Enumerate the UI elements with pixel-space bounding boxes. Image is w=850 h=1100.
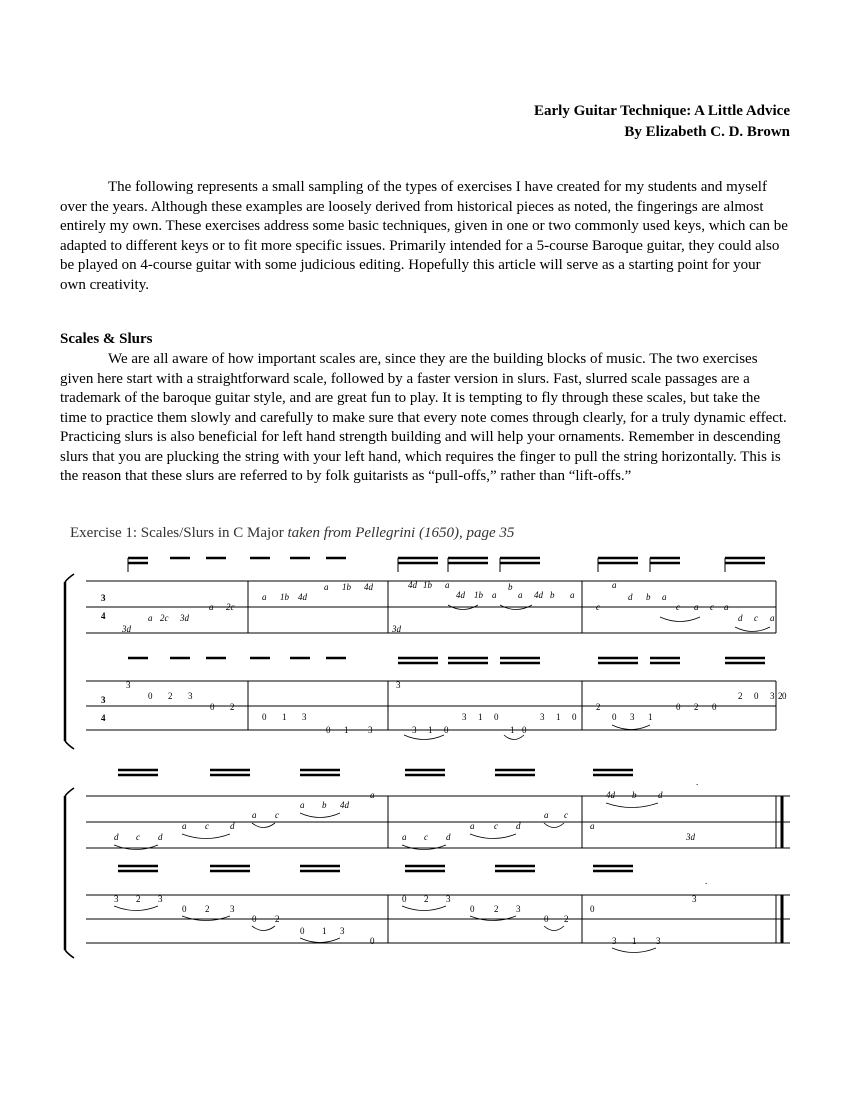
slur	[114, 845, 158, 850]
system-1-brace-bottom	[65, 741, 74, 749]
slur	[402, 845, 446, 850]
slur	[252, 926, 275, 931]
lute-letter: c	[676, 602, 680, 612]
lute-letter: 4d	[534, 590, 543, 600]
lute-letter: b	[550, 590, 555, 600]
slur	[114, 906, 158, 911]
caption-source: taken from Pellegrini (1650), page 35	[287, 525, 515, 541]
lute-letter: a	[300, 800, 305, 810]
lute-letter: 4d	[456, 590, 465, 600]
lute-letter: 2c	[160, 613, 169, 623]
intro-text: The following represents a small sampling of the types of exercises I have created for my students and myself over the years. Although these examples are loosely derived from historical pieces as noted, the fingerings are almost entirely my own. These exercises address some basic techniques, given in one or two commonly used keys, which can be adapted to different keys or to fit more specific issues. Primarily intended for a 5-course Baroque guitar, they could also be played on 4-course guitar with some judicious editing. Hopefully this article will serve as a starting point for your own creativity.	[60, 179, 788, 293]
tab-fret-number: 2	[738, 691, 743, 701]
lute-letter: 3d	[392, 624, 401, 634]
lute-letter: 3d	[686, 832, 695, 842]
tab-fret-number: 3	[114, 894, 119, 904]
slur	[252, 823, 275, 828]
tab-fret-number: 0	[444, 725, 449, 735]
tab-fret-number: 1	[478, 712, 483, 722]
tab-fret-number: 3	[770, 691, 775, 701]
tab-fret-number: 3	[462, 712, 467, 722]
lute-letter: 1b	[342, 582, 351, 592]
tab-fret-number: 0	[370, 936, 375, 946]
tab-fret-number: 1	[648, 712, 653, 722]
slur	[182, 834, 230, 839]
tab-fret-number: 1	[428, 725, 433, 735]
tab-fret-number: 0	[494, 712, 499, 722]
slur	[606, 803, 658, 808]
slur	[612, 948, 656, 953]
lute-letter: c	[754, 613, 758, 623]
slur	[470, 916, 516, 921]
lute-letter: a	[262, 592, 267, 602]
tab-fret-number: 1	[556, 712, 561, 722]
tab-fret-number: 0	[782, 691, 787, 701]
tab-fret-number: 2	[424, 894, 429, 904]
tab-fret-number: 0	[712, 702, 717, 712]
tab-fret-number: 3	[340, 926, 345, 936]
tab-fret-number: 3	[516, 904, 521, 914]
lute-letter: 3d	[122, 624, 131, 634]
lute-letter: d	[738, 613, 743, 623]
tab-fret-number: 0	[252, 914, 257, 924]
tab-fret-number: 3	[302, 712, 307, 722]
tab-fret-number: 3	[612, 936, 617, 946]
lute-letter: a	[492, 590, 497, 600]
slur	[544, 823, 564, 828]
slur	[300, 938, 340, 943]
tab-fret-number: 0	[300, 926, 305, 936]
tab-fret-number: 0	[590, 904, 595, 914]
tab-fret-number: 3	[188, 691, 193, 701]
lute-letter: a	[209, 602, 214, 612]
lute-letter: 4d	[606, 790, 615, 800]
lute-letter: a	[694, 602, 699, 612]
tab-fret-number: 2	[205, 904, 210, 914]
lute-letter: a	[544, 810, 549, 820]
tab-fret-number: 1	[322, 926, 327, 936]
tab-fret-number: 2	[596, 702, 601, 712]
lute-letter: a	[770, 613, 775, 623]
tab-fret-number: 3	[368, 725, 373, 735]
slur	[612, 725, 650, 730]
lute-letter: a	[402, 832, 407, 842]
tab-time-signature-top: 3	[101, 695, 106, 705]
tab-fret-number: 0	[326, 725, 331, 735]
lute-letter: c	[275, 810, 279, 820]
lute-letter: d	[114, 832, 119, 842]
tab-fret-number: 0	[402, 894, 407, 904]
lute-letter: d	[446, 832, 451, 842]
tab-fret-number: 2	[136, 894, 141, 904]
tab-fret-number: 0	[522, 725, 527, 735]
dot: .	[705, 876, 708, 886]
lute-letter: 3d	[180, 613, 189, 623]
lute-letter: c	[494, 821, 498, 831]
tab-fret-number: 2	[275, 914, 280, 924]
lute-letter: a	[570, 590, 575, 600]
lute-letter: c	[564, 810, 568, 820]
system-1-brace-top	[65, 574, 74, 582]
slur	[182, 916, 230, 921]
article-author: By Elizabeth C. D. Brown	[624, 124, 790, 140]
slur	[404, 735, 444, 740]
lute-letter: a	[612, 580, 617, 590]
tab-fret-number: 2	[564, 914, 569, 924]
lute-letter: d	[516, 821, 521, 831]
lute-letter: a	[662, 592, 667, 602]
tab-fret-number: 2	[494, 904, 499, 914]
tab-fret-number: 0	[262, 712, 267, 722]
lute-letter: b	[646, 592, 651, 602]
lute-letter: a	[445, 580, 450, 590]
lute-letter: c	[710, 602, 714, 612]
tab-fret-number: 2	[694, 702, 699, 712]
dot: .	[696, 777, 699, 787]
slur	[504, 735, 524, 740]
lute-letter: a	[324, 582, 329, 592]
tab-fret-number: 0	[148, 691, 153, 701]
lute-letter: a	[182, 821, 187, 831]
time-signature-top: 3	[101, 593, 106, 603]
slur	[544, 926, 564, 931]
slur	[735, 627, 770, 632]
lute-letter: a	[370, 790, 375, 800]
tab-fret-number: 0	[182, 904, 187, 914]
tab-fret-number: 0	[210, 702, 215, 712]
tab-fret-number: 3	[446, 894, 451, 904]
tab-fret-number: 1	[344, 725, 349, 735]
lute-letter: d	[158, 832, 163, 842]
tab-fret-number: 3	[126, 680, 131, 690]
tab-fret-number: 3	[540, 712, 545, 722]
tab-fret-number: 0	[544, 914, 549, 924]
lute-letter: a	[148, 613, 153, 623]
tab-fret-number: 0	[572, 712, 577, 722]
tab-fret-number: 3	[692, 894, 697, 904]
caption-plain: Exercise 1: Scales/Slurs in C Major	[70, 525, 288, 541]
lute-letter: a	[724, 602, 729, 612]
tab-fret-number: 3	[656, 936, 661, 946]
slur	[470, 834, 516, 839]
tab-fret-number: 3	[158, 894, 163, 904]
tab-fret-number: 3	[396, 680, 401, 690]
lute-letter: 4d	[340, 800, 349, 810]
lute-letter: c	[596, 602, 600, 612]
slur	[300, 813, 340, 818]
tab-fret-number: 0	[754, 691, 759, 701]
lute-letter: 2c	[226, 602, 235, 612]
lute-letter: 1b	[474, 590, 483, 600]
lute-letter: d	[628, 592, 633, 602]
system-2-brace-top	[65, 788, 74, 796]
tab-fret-number: 1	[510, 725, 515, 735]
lute-letter: b	[632, 790, 637, 800]
lute-letter: a	[518, 590, 523, 600]
lute-letter: 4d	[298, 592, 307, 602]
tab-fret-number: 2	[230, 702, 235, 712]
lute-letter: 4d	[408, 580, 417, 590]
slur	[402, 906, 446, 911]
lute-letter: d	[230, 821, 235, 831]
scales-text: We are all aware of how important scales are, since they are the building blocks of music. The two exercises given here start with a straightforward scale, followed by a faster version in slurs. Fast, slurred scale passages are a trademark of the baroque guitar style, and are great fun to play. It is tempting to fly through these scales, but take the time to practice them slowly and carefully to make sure that every note comes through clearly, for a truly dynamic effect. Practicing slurs is also beneficial for left hand strength building and will help your ornaments. Remember in descending slurs that you are plucking the string with your left hand, which requires the finger to pull the string horizontally. This is the reason that these slurs are referred to by folk guitarists as “pull-offs,” rather than “lift-offs.”	[60, 351, 787, 484]
tab-time-signature-bottom: 4	[101, 713, 106, 723]
tab-fret-number: 0	[612, 712, 617, 722]
lute-letter: a	[470, 821, 475, 831]
tab-fret-number: 2	[168, 691, 173, 701]
slur	[660, 617, 700, 622]
lute-letter: c	[136, 832, 140, 842]
lute-letter: c	[424, 832, 428, 842]
lute-letter: b	[508, 582, 513, 592]
article-title: Early Guitar Technique: A Little Advice	[534, 103, 790, 119]
tab-fret-number: 3	[412, 725, 417, 735]
tab-fret-number: 2	[778, 691, 783, 701]
section-title-scales: Scales & Slurs	[60, 331, 153, 347]
tab-fret-number: 3	[630, 712, 635, 722]
lute-letter: a	[252, 810, 257, 820]
tab-fret-number: 1	[632, 936, 637, 946]
tab-fret-number: 0	[470, 904, 475, 914]
system-2-brace-bottom	[65, 950, 74, 958]
lute-letter: b	[322, 800, 327, 810]
tab-fret-number: 1	[282, 712, 287, 722]
time-signature-bottom: 4	[101, 611, 106, 621]
lute-letter: 1b	[423, 580, 432, 590]
lute-letter: c	[205, 821, 209, 831]
tab-fret-number: 3	[230, 904, 235, 914]
tab-fret-number: 0	[676, 702, 681, 712]
lute-letter: 4d	[364, 582, 373, 592]
lute-letter: d	[658, 790, 663, 800]
lute-letter: 1b	[280, 592, 289, 602]
lute-letter: a	[590, 821, 595, 831]
